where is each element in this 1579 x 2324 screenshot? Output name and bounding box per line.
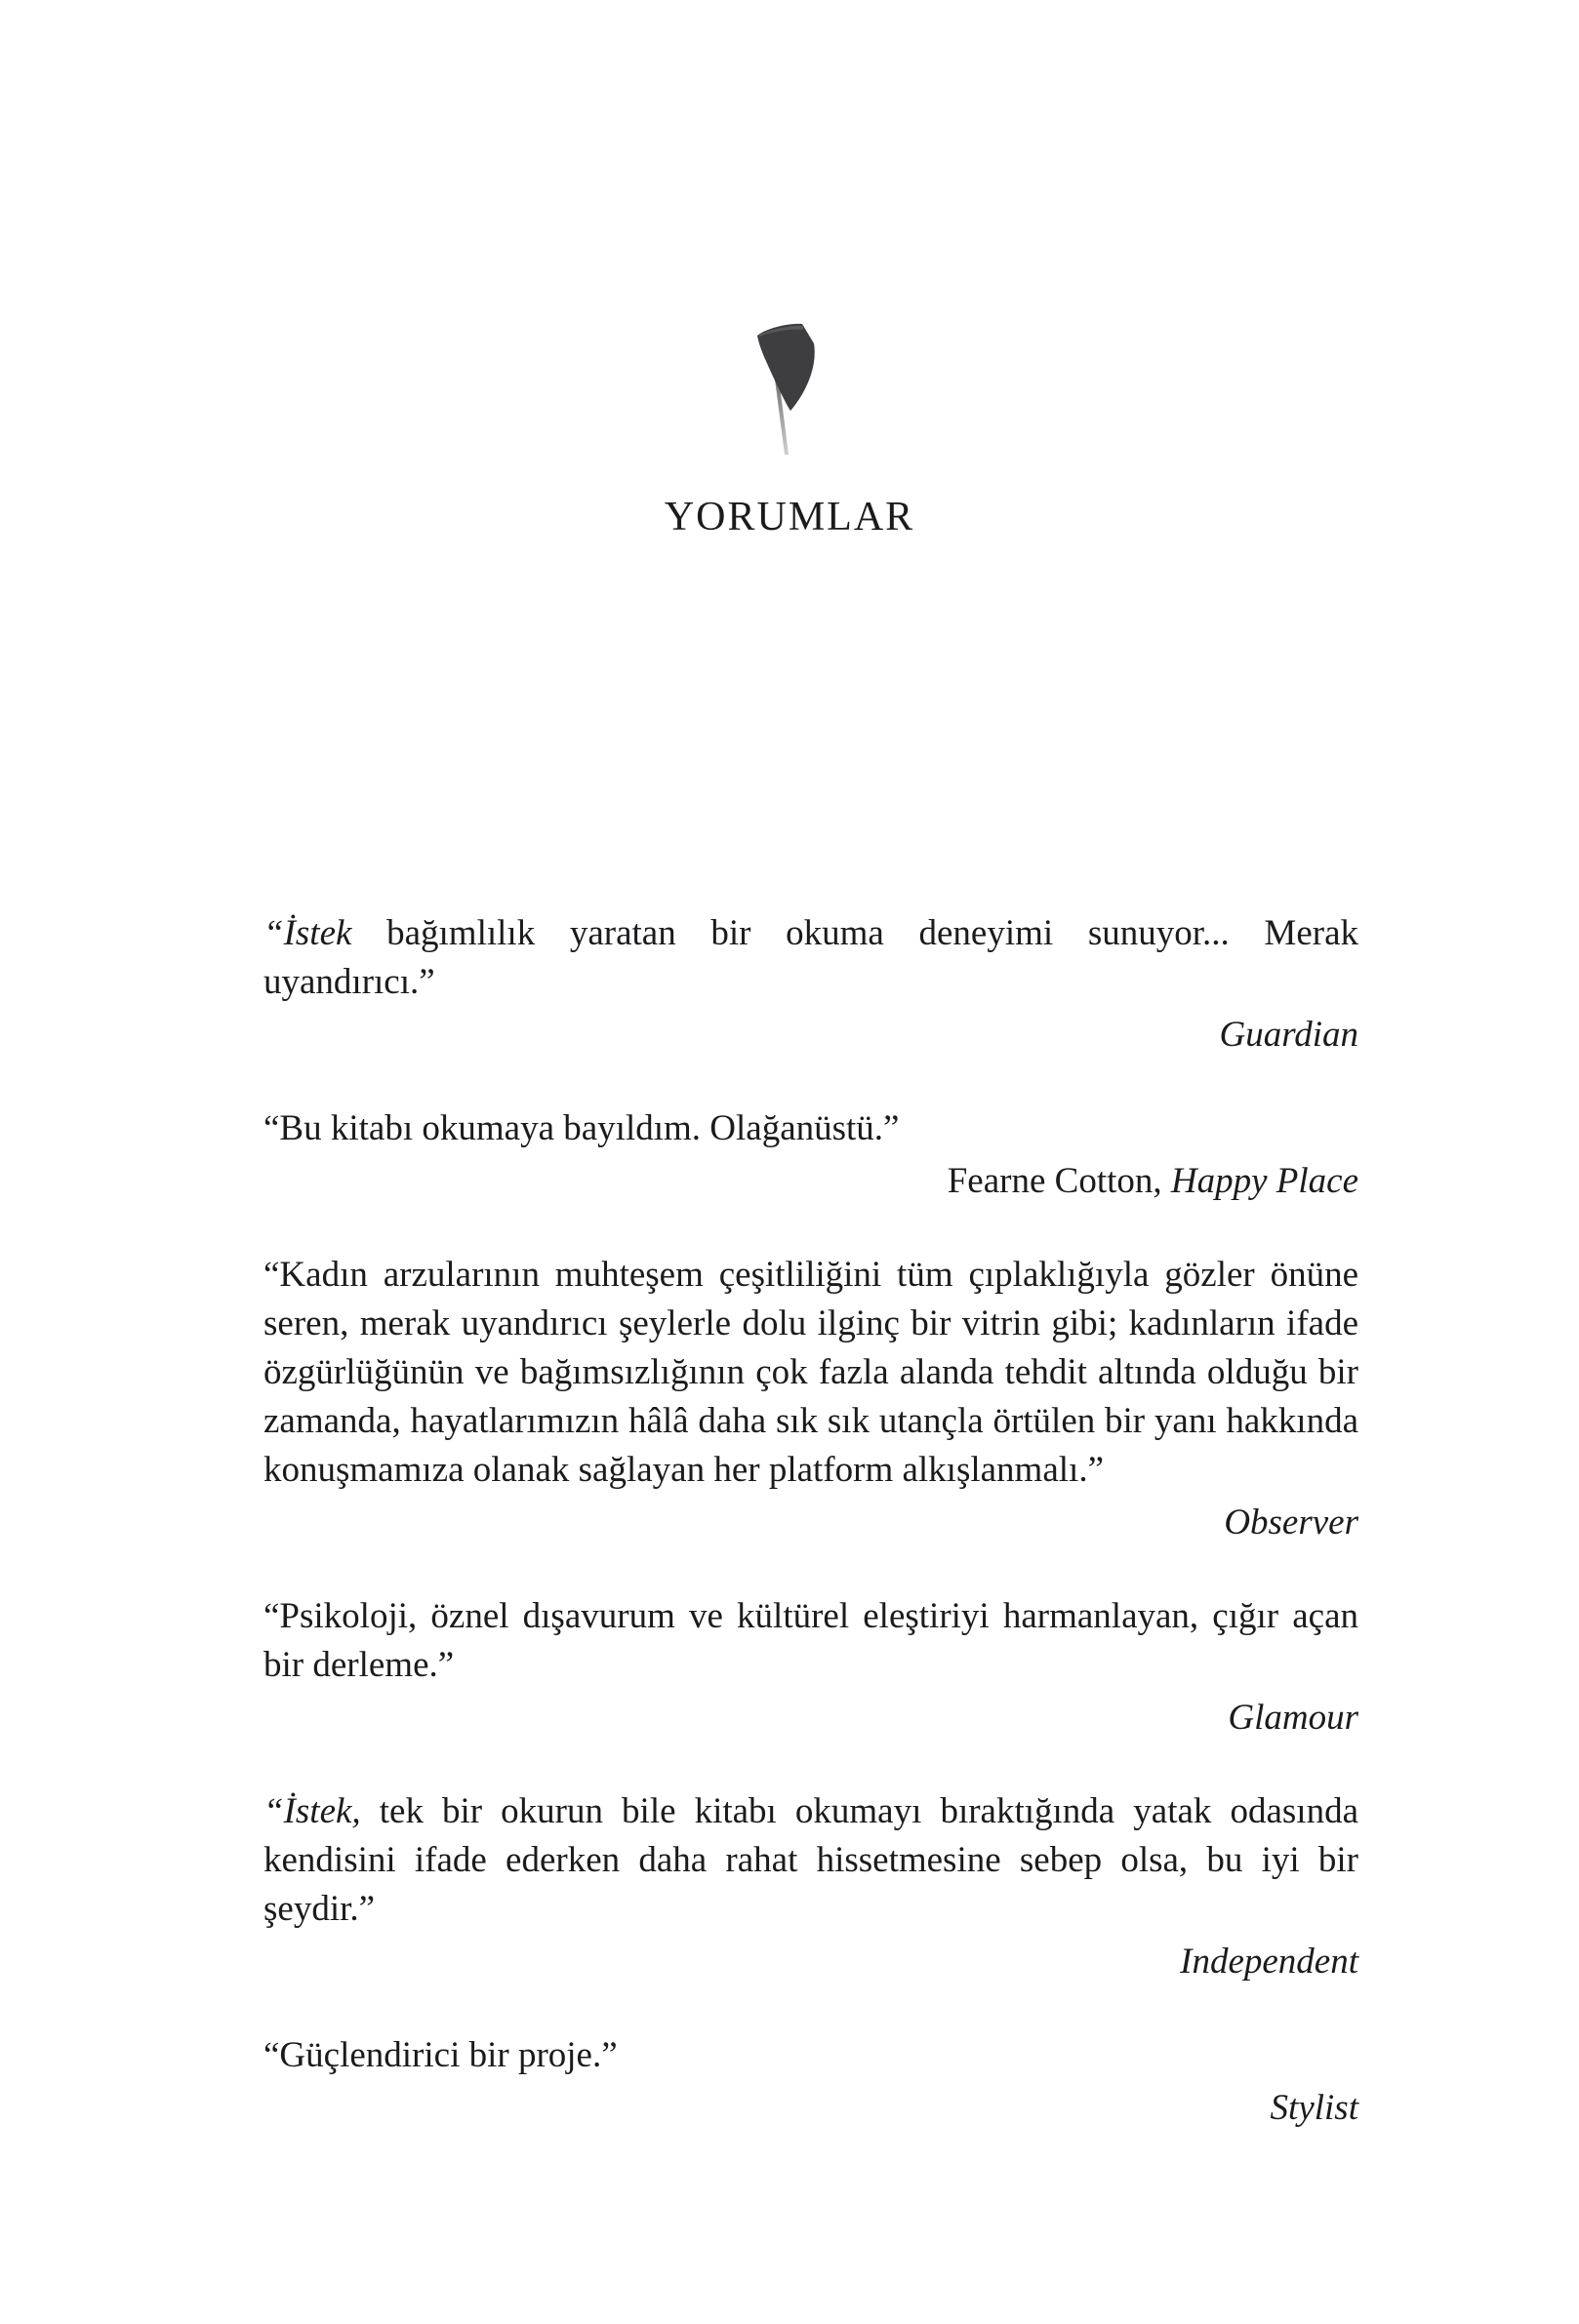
review-quote — [263, 1251, 1358, 1495]
attribution-source: Independent — [1180, 1942, 1358, 1982]
review-quote — [263, 909, 1358, 1007]
review-attribution — [263, 1011, 1358, 1060]
quill-pennant-icon — [749, 320, 830, 457]
review-quote — [263, 1592, 1358, 1690]
review-attribution — [263, 1157, 1358, 1206]
quote-body: “Güçlendirici bir proje.” — [263, 2035, 618, 2075]
attribution-plain: Fearne Cotton, — [947, 1161, 1171, 1201]
quote-body: bağımlılık yaratan bir okuma deneyimi sunuyor... Merak uyandırıcı.” — [263, 913, 1358, 1002]
quote-body: tek bir okurun bile kitabı okumayı bıraktığında yatak odasında kendisini ifade ederken daha rahat hissetmesine sebep olsa, bu iyi bir şeydir.” — [263, 1791, 1358, 1929]
quote-body: “Psikoloji, öznel dışavurum ve kültürel eleştiriyi harmanlayan, çığır açan bir derleme.” — [263, 1596, 1358, 1685]
review-quote — [263, 1787, 1358, 1934]
page-title: YORUMLAR — [664, 495, 915, 540]
attribution-source: Happy Place — [1170, 1161, 1358, 1201]
review-item-fearne-cotton — [263, 1104, 1358, 1206]
review-quote — [263, 1104, 1358, 1153]
reviews-list — [263, 909, 1358, 2178]
attribution-source: Glamour — [1228, 1698, 1358, 1738]
review-quote — [263, 2031, 1358, 2080]
review-attribution — [263, 1694, 1358, 1743]
quote-body: “Kadın arzularının muhteşem çeşitliliğini tüm çıplaklığıyla gözler önüne seren, merak uyandırıcı şeylerle dolu ilginç bir vitrin gibi; kadınların ifade özgürlüğünün ve bağımsızlığının çok fazla alanda tehdit altında olduğu bir zamanda, hayatlarımızın hâlâ daha sık sık utançla örtülen bir yanı hakkında konuşmamıza olanak sağlayan her platform alkışlanmalı.” — [263, 1255, 1358, 1490]
quote-body: “Bu kitabı okumaya bayıldım. Olağanüstü.” — [263, 1108, 900, 1148]
review-item-observer — [263, 1251, 1358, 1547]
attribution-source: Observer — [1224, 1503, 1358, 1543]
quote-italic-lead: “İstek — [263, 913, 352, 953]
review-attribution — [263, 1938, 1358, 1986]
attribution-source: Stylist — [1270, 2088, 1358, 2128]
review-attribution — [263, 1499, 1358, 1547]
attribution-source: Guardian — [1219, 1015, 1358, 1055]
review-item-glamour — [263, 1592, 1358, 1743]
review-item-independent — [263, 1787, 1358, 1986]
review-item-stylist — [263, 2031, 1358, 2133]
publisher-logo — [0, 320, 1579, 457]
review-attribution — [263, 2084, 1358, 2133]
review-item-guardian — [263, 909, 1358, 1060]
quote-italic-lead: “İstek, — [263, 1791, 361, 1831]
